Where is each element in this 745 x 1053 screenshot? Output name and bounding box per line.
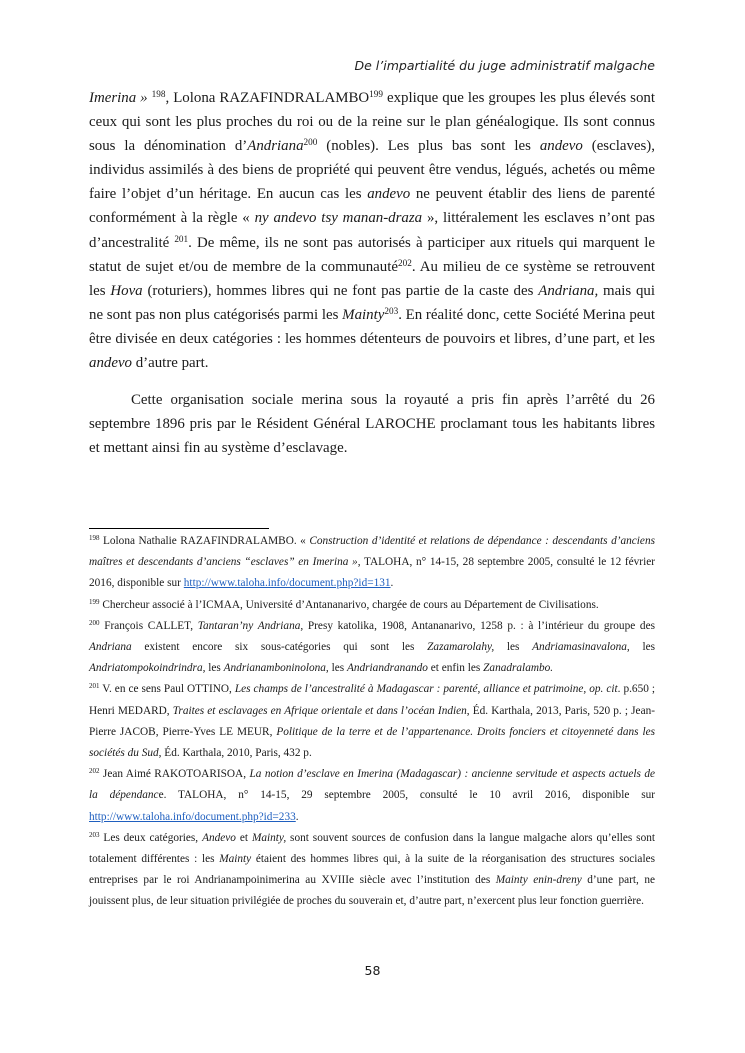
footnote-ref-200[interactable]: 200 [303,137,318,148]
footnote-separator [89,528,269,529]
footnote-ref-198[interactable]: 198 [151,88,166,99]
footnote-ref-203[interactable]: 203 [384,305,399,316]
footnote-ref-201[interactable]: 201 [174,233,189,244]
paragraph-2: Cette organisation sociale merina sous la royauté a pris fin après l’arrêté du 26 septembre 1896 pris par le Résident Général LAROCHE proclamant tous les habitants libres et mettant ainsi fin au système d’esclavage. [89,392,655,457]
footnote-202: $^{202}$ Jean Aimé RAKOTOARISOA, La notion d’esclave en Imerina (Madagascar) : ancienne servitude et aspects actuels de la dépendance. TALOHA, n° 14-15, 29 septembre 2005, consulté le 10 avril 2016, disponible sur http://www.taloha.info/document.php?id=233. [89,767,656,823]
paragraph-1: Imerina » $^{198}$, Lolona RAZAFINDRALAMBO$^{199}$ explique que les groupes les plus élevés sont ceux qui sont les plus proches du roi ou de la reine sur le plan généalogique. Ils sont connus sous la dénomination d’Andriana$^{200}$ (nobles). Les plus bas sont les andevo (esclaves), individus assimilés à des biens de propriété qui peuvent être vendus, légués, achetés ou même faire l’objet d’un héritage. En aucun cas les andevo ne peuvent établir des liens de parenté conformément à la règle « ny andevo tsy manan-draza », littéralement les esclaves n’ont pas d’ancestralité $^{201}$. De même, ils ne sont pas autorisés à participer aux rituels qui marquent le statut de sujet et/ou de membre de la communauté$^{202}$. Au milieu de ce système se retrouvent les Hova (roturiers), hommes libres qui ne font pas partie de la caste des Andriana, mais qui ne sont pas non plus catégorisés parmi les Mainty$^{203}$. En réalité donc, cette Société Merina peut être divisée en deux catégories : les hommes détenteurs de pouvoirs et libres, d’une part, et les andevo d’autre part. [89,88,656,372]
taloha-link-131[interactable]: http://www.taloha.info/document.php?id=131 [183,577,391,590]
footnote-201: $^{201}$ V. en ce sens Paul OTTINO, Les champs de l’ancestralité à Madagascar : parenté, alliance et patrimoine, op. cit. p.650 ; Henri MEDARD, Traites et esclavages en Afrique orientale et dans l’océan Indien, Éd. Karthala, 2013, Paris, 520 p. ; Jean-Pierre JACOB, Pierre-Yves LE MEUR, Politique de la terre et de l’appartenance. Droits fonciers et citoyenneté dans les sociétés du Sud, Éd. Karthala, 2010, Paris, 432 p. [89,682,656,760]
footnote-203: $^{203}$ Les deux catégories, Andevo et Mainty, sont souvent sources de confusion dans la langue malgache alors qu’elles sont totalement différentes : les Mainty étaient des hommes libres qui, à la suite de la réorganisation des structures sociales entreprises par le roi Andrianampoinimerina au XVIIIe siècle avec l’institution des Mainty enin-dreny d’une part, ne jouissent plus, de leur situation privilégiée de proches du souverain et, d’autre part, n’exercent plus leur fonction guerrière. [89,831,656,908]
page-number: 58 [364,963,381,978]
taloha-link-233[interactable]: http://www.taloha.info/document.php?id=233 [89,810,296,823]
main-text [89,86,655,460]
footnote-200: $^{200}$ François CALLET, Tantaran’ny Andriana, Presy katolika, 1908, Antananarivo, 1258 p. : à l’intérieur du groupe des Andriana existent encore six sous-catégories qui sont les Zazamarolahy, les Andriamasinavalona, les Andriatompokoindrindra, les Andrianamboninolona, les Andriandranando et enfin les Zanadralambo. [89,618,655,675]
footnote-198: $^{198}$ Lolona Nathalie RAZAFINDRALAMBO. « Construction d’identité et relations de dépendance : descendants d’anciens maîtres et descendants d’anciens “esclaves” en Imerina », TALOHA, n° 14-15, 28 septembre 2005, consulté le 12 février 2016, disponible sur http://www.taloha.info/document.php?id=131. [89,534,655,590]
running-header: De l’impartialité du juge administratif malgache [354,58,655,73]
footnote-ref-202[interactable]: 202 [397,257,412,268]
footnote-ref-199[interactable]: 199 [369,88,383,99]
footnotes [89,531,655,913]
footnote-199: $^{199}$ Chercheur associé à l’ICMAA, Université d’Antananarivo, chargée de cours au Département de Civilisations. [89,597,599,611]
